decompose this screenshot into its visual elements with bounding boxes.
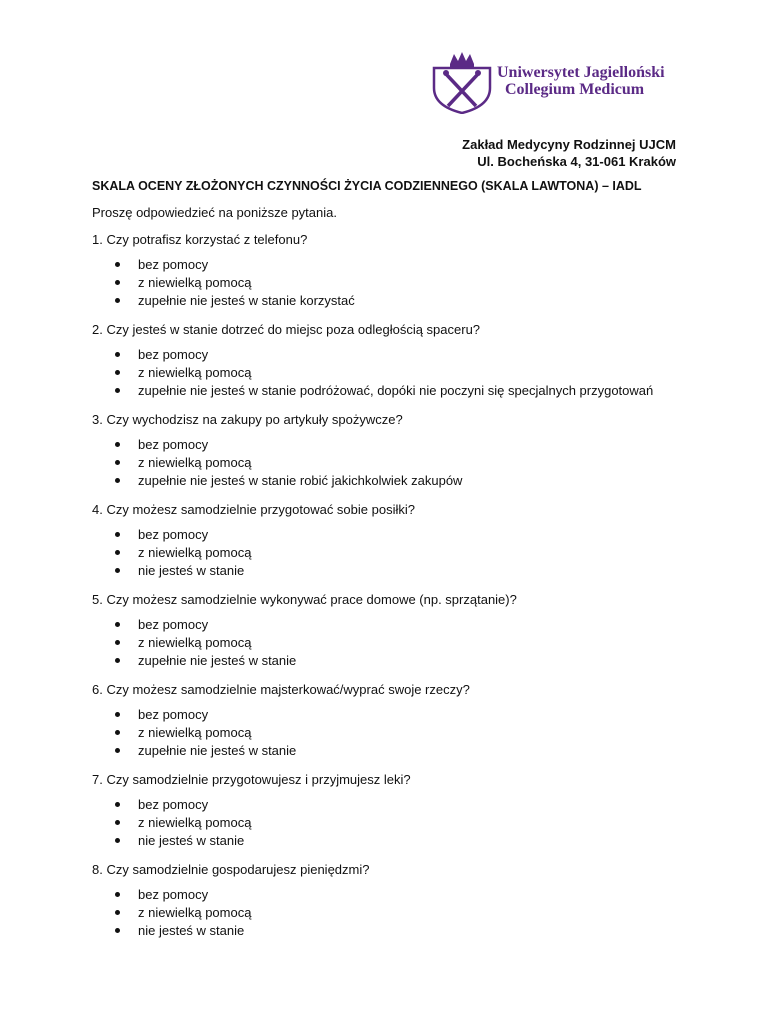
answer-option: zupełnie nie jesteś w stanie korzystać (92, 292, 692, 310)
answer-option: z niewielką pomocą (92, 814, 692, 832)
document-intro: Proszę odpowiedzieć na poniższe pytania. (92, 205, 337, 220)
crest-icon (430, 50, 494, 114)
question-text: 8. Czy samodzielnie gospodarujesz pieniędzmi? (92, 862, 370, 877)
question-text: 6. Czy możesz samodzielnie majsterkować/wyprać swoje rzeczy? (92, 682, 470, 697)
answer-option: zupełnie nie jesteś w stanie (92, 742, 692, 760)
answer-option: z niewielką pomocą (92, 904, 692, 922)
answer-option: nie jesteś w stanie (92, 922, 692, 940)
question-block (92, 231, 692, 321)
question-block (92, 861, 692, 951)
answer-option: zupełnie nie jesteś w stanie podróżować, dopóki nie poczyni się specjalnych przygotowań (92, 382, 692, 400)
answer-option: zupełnie nie jesteś w stanie (92, 652, 692, 670)
answer-option: bez pomocy (92, 616, 692, 634)
logo-line-2: Collegium Medicum (505, 81, 645, 98)
question-text: 3. Czy wychodzisz na zakupy po artykuły spożywcze? (92, 412, 403, 427)
answer-option: nie jesteś w stanie (92, 832, 692, 850)
logo-line-1: Uniwersytet Jagielloński (497, 64, 665, 81)
answer-option: bez pomocy (92, 706, 692, 724)
answer-option: bez pomocy (92, 256, 692, 274)
question-block (92, 591, 692, 681)
answer-option: bez pomocy (92, 436, 692, 454)
question-text: 1. Czy potrafisz korzystać z telefonu? (92, 232, 308, 247)
question-block (92, 321, 692, 411)
question-text: 4. Czy możesz samodzielnie przygotować sobie posiłki? (92, 502, 415, 517)
address-line-1: Zakład Medycyny Rodzinnej UJCM (462, 137, 676, 152)
question-text: 2. Czy jesteś w stanie dotrzeć do miejsc poza odległością spaceru? (92, 322, 481, 337)
answer-option: bez pomocy (92, 346, 692, 364)
answer-option: z niewielką pomocą (92, 454, 692, 472)
address-line-2: Ul. Bocheńska 4, 31-061 Kraków (477, 154, 676, 169)
answer-option: nie jesteś w stanie (92, 562, 692, 580)
answer-option: z niewielką pomocą (92, 634, 692, 652)
answer-option: bez pomocy (92, 796, 692, 814)
document-title: SKALA OCENY ZŁOŻONYCH CZYNNOŚCI ŻYCIA CODZIENNEGO (SKALA LAWTONA) – IADL (92, 179, 642, 193)
answer-option: zupełnie nie jesteś w stanie robić jakichkolwiek zakupów (92, 472, 692, 490)
questions-list (92, 231, 692, 951)
question-block (92, 681, 692, 771)
question-block (92, 411, 692, 501)
question-block (92, 771, 692, 861)
university-logo (430, 50, 680, 114)
answer-option: z niewielką pomocą (92, 364, 692, 382)
answer-option: z niewielką pomocą (92, 274, 692, 292)
question-text: 7. Czy samodzielnie przygotowujesz i przyjmujesz leki? (92, 772, 411, 787)
answer-option: z niewielką pomocą (92, 544, 692, 562)
answer-option: z niewielką pomocą (92, 724, 692, 742)
answer-option: bez pomocy (92, 526, 692, 544)
question-text: 5. Czy możesz samodzielnie wykonywać prace domowe (np. sprzątanie)? (92, 592, 517, 607)
question-block (92, 501, 692, 591)
department-address (462, 136, 676, 170)
answer-option: bez pomocy (92, 886, 692, 904)
